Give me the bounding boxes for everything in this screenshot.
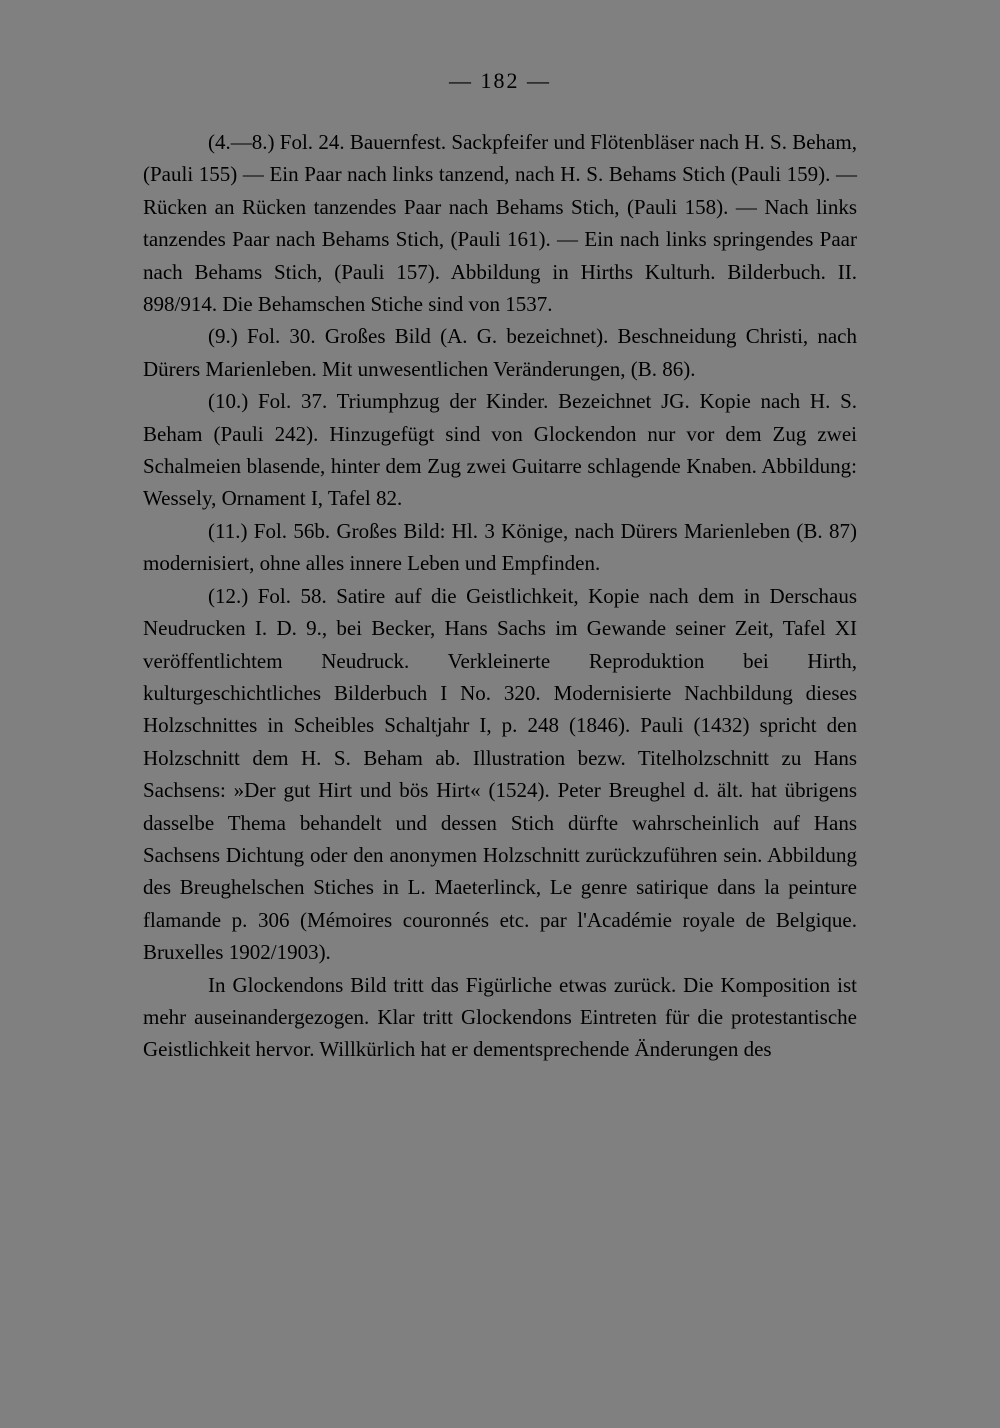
page-body [143,126,857,1066]
paragraph-12: (12.) Fol. 58. Satire auf die Geistlichkeit, Kopie nach dem in Derschaus Neudrucken I. D. 9., bei Becker, Hans Sachs im Gewande seiner Zeit, Tafel XI veröffentlichtem Neudruck. Verkleinerte Reproduktion bei Hirth, kulturgeschichtliches Bilderbuch I No. 320. Modernisierte Nachbildung dieses Holzschnittes in Scheibles Schaltjahr I, p. 248 (1846). Pauli (1432) spricht den Holzschnitt dem H. S. Beham ab. Illustration bezw. Titelholzschnitt zu Hans Sachsens: »Der gut Hirt und bös Hirt« (1524). Peter Breughel d. ält. hat übrigens dasselbe Thema behandelt und dessen Stich dürfte wahrscheinlich auf Hans Sachsens Dichtung oder den anonymen Holzschnitt zurückzuführen sein. Abbildung des Breughelschen Stiches in L. Maeterlinck, Le genre satirique dans la peinture flamande p. 306 (Mémoires couronnés etc. par l'Académie royale de Belgique. Bruxelles 1902/1903). [143,583,857,965]
paragraph-4-8: (4.—8.) Fol. 24. Bauernfest. Sackpfeifer und Flötenbläser nach H. S. Beham, (Pauli 155) — Ein Paar nach links tanzend, nach H. S. Behams Stich (Pauli 159). — Rücken an Rücken tanzendes Paar nach Behams Stich, (Pauli 158). — Nach links tanzendes Paar nach Behams Stich, (Pauli 161). — Ein nach links springendes Paar nach Behams Stich, (Pauli 157). Abbildung in Hirths Kulturh. Bilderbuch. II. 898/914. Die Behamschen Stiche sind von 1537. [143,130,857,317]
page-number: — 182 — [449,68,551,93]
paragraph-9: (9.) Fol. 30. Großes Bild (A. G. bezeichnet). Beschneidung Christi, nach Dürers Marienleben. Mit unwesentlichen Veränderungen, (B. 86). [143,324,857,381]
paragraph-10: (10.) Fol. 37. Triumphzug der Kinder. Bezeichnet JG. Kopie nach H. S. Beham (Pauli 242). Hinzugefügt sind von Glockendon nur vor dem Zug zwei Schalmeien blasende, hinter dem Zug zwei Guitarre schlagende Knaben. Abbildung: Wessely, Ornament I, Tafel 82. [143,389,857,511]
paragraph-11: (11.) Fol. 56b. Großes Bild: Hl. 3 Könige, nach Dürers Marienleben (B. 87) modernisiert, ohne alles innere Leben und Empfinden. [143,518,857,576]
paragraph-glockendon: In Glockendons Bild tritt das Figürliche etwas zurück. Die Komposition ist mehr auseinandergezogen. Klar tritt Glockendons Eintreten für die protestantische Geistlichkeit hervor. Willkürlich hat er dementsprechende Änderungen des [143,972,857,1062]
